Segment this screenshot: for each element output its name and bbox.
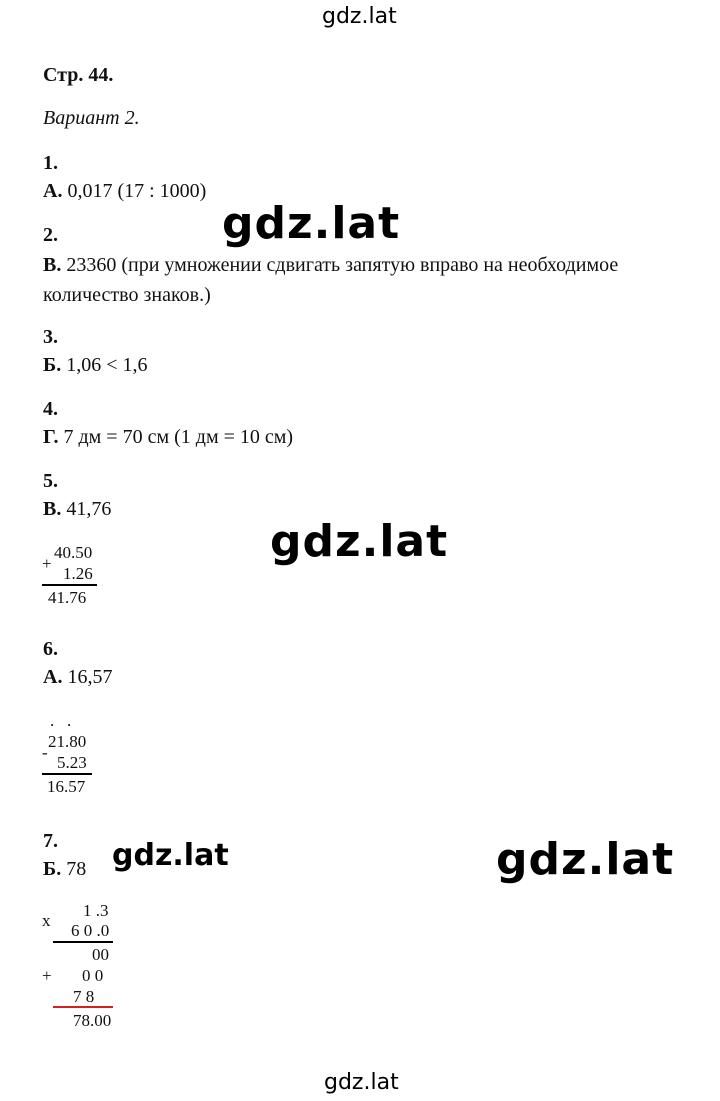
- answer-letter: Б.: [43, 858, 62, 880]
- calc-borrow-dots: . .: [50, 711, 72, 730]
- task-number: 6.: [43, 638, 58, 660]
- answer-letter: Г.: [43, 426, 59, 448]
- calc-result: 78.00: [73, 1011, 112, 1030]
- calc-sign: x: [42, 911, 51, 930]
- task-number: 2.: [43, 224, 58, 246]
- calc-rule-red: [53, 1006, 113, 1008]
- calc-partial: 0 0: [82, 966, 104, 985]
- calc-sign: +: [42, 966, 52, 985]
- watermark: gdz.lat: [222, 198, 401, 249]
- calc-operand: 6 0 .0: [71, 921, 110, 940]
- calc-rule: [42, 584, 97, 586]
- answer-text-continued: количество знаков.): [43, 284, 211, 306]
- answer-text: 0,017 (17 : 1000): [67, 180, 207, 202]
- answer-text: 16,57: [67, 666, 113, 688]
- task-number: 3.: [43, 326, 58, 348]
- answer-text: 23360 (при умножении сдвигать запятую вправо на необходимое: [66, 254, 619, 276]
- task-answer: [43, 180, 206, 203]
- watermark-top: gdz.lat: [322, 4, 397, 29]
- task-answer: [43, 498, 111, 521]
- calc-partial: 00: [92, 945, 109, 964]
- answer-text: 78: [66, 858, 87, 880]
- task-answer: [43, 354, 148, 377]
- answer-text: 7 дм = 70 см (1 дм = 10 см): [63, 426, 294, 448]
- variant-label: Вариант 2.: [43, 107, 140, 129]
- calc-operand: 1 .3: [83, 901, 109, 920]
- task-answer: [43, 254, 618, 277]
- task-number: 1.: [43, 152, 58, 174]
- calc-partial: 7 8: [73, 987, 95, 1006]
- page-title: Стр. 44.: [43, 64, 114, 86]
- task-number: 5.: [43, 470, 58, 492]
- answer-letter: Б.: [43, 354, 62, 376]
- calc-operand: 21.80: [48, 732, 87, 751]
- watermark: gdz.lat: [496, 834, 675, 885]
- watermark: gdz.lat: [270, 516, 449, 567]
- answer-text: 41,76: [66, 498, 112, 520]
- task-number: 7.: [43, 830, 58, 852]
- answer-letter: В.: [43, 498, 62, 520]
- task-number: 4.: [43, 398, 58, 420]
- calc-operand: 1.26: [63, 564, 93, 583]
- answer-letter: А.: [43, 180, 63, 202]
- calc-result: 16.57: [47, 777, 86, 796]
- calc-operand: 40.50: [54, 543, 93, 562]
- task-answer: [43, 426, 293, 449]
- calc-sign: +: [42, 554, 52, 573]
- answer-text: 1,06 < 1,6: [66, 354, 148, 376]
- answer-letter: А.: [43, 666, 63, 688]
- calc-result: 41.76: [48, 588, 87, 607]
- calc-sign: -: [42, 743, 48, 762]
- watermark-bottom: gdz.lat: [324, 1070, 399, 1095]
- calc-rule: [42, 773, 92, 775]
- answer-letter: В.: [43, 254, 62, 276]
- task-answer: [43, 666, 112, 689]
- task-answer: [43, 858, 86, 881]
- watermark: gdz.lat: [112, 838, 229, 873]
- calc-rule: [53, 941, 113, 943]
- calc-operand: 5.23: [57, 753, 87, 772]
